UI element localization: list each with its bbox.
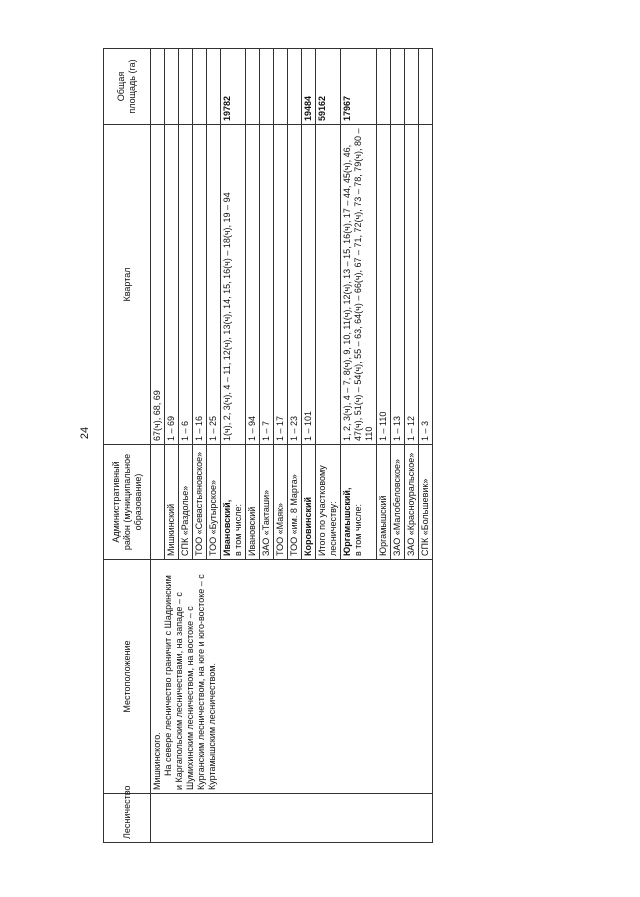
forestry-cell — [151, 794, 433, 843]
district-cell: ЗАО «Красноуральское» — [405, 445, 419, 560]
header-location: Местоположение — [104, 560, 151, 794]
quarter-cell: 1 – 101 — [302, 125, 316, 445]
location-line: Курганским лесничеством, на юге и юго-востоке – с — [196, 574, 206, 790]
quarter-cell: 1 – 7 — [260, 125, 274, 445]
district-sub: в том числе: — [233, 504, 243, 556]
quarter-cell: 1 – 6 — [179, 125, 193, 445]
table-row — [151, 49, 165, 843]
district-name: Юргамышский, — [342, 487, 352, 556]
header-district: Административный район (муниципальное образование) — [104, 445, 151, 560]
location-line: На севере лесничество граничит с Шадринским — [163, 575, 173, 776]
district-cell — [221, 445, 246, 560]
area-cell — [274, 49, 288, 125]
location-line: и Каргапольским лесничествами, на западе – с — [174, 592, 184, 790]
area-cell — [260, 49, 274, 125]
quarter-cell: 67(ч), 68, 69 — [151, 125, 165, 445]
location-line: Куртамышским лесничеством. — [207, 663, 217, 790]
district-cell: Итого по участковому лесничеству: — [316, 445, 341, 560]
rotated-table-container — [103, 49, 608, 843]
district-cell: СПК «Большевик» — [419, 445, 433, 560]
area-cell — [165, 49, 179, 125]
area-cell: 19484 — [302, 49, 316, 125]
quarter-cell: 1 – 69 — [165, 125, 179, 445]
quarter-cell: 1(ч), 2, 3(ч), 4 – 11, 12(ч), 13(ч), 14, 15, 16(ч) – 18(ч), 19 – 94 — [221, 125, 246, 445]
quarter-cell: 1 – 16 — [193, 125, 207, 445]
quarter-cell: 1 – 3 — [419, 125, 433, 445]
area-cell — [207, 49, 221, 125]
location-cell — [151, 560, 433, 794]
district-cell: Юргамышский — [377, 445, 391, 560]
district-name: Ивановский, — [222, 499, 232, 556]
quarter-cell: 1 – 12 — [405, 125, 419, 445]
header-area: Общая площадь (га) — [104, 49, 151, 125]
district-cell: ТОО «Севастьяновское» — [193, 445, 207, 560]
district-sub: в том числе: — [353, 504, 363, 556]
quarter-cell: 1 – 13 — [391, 125, 405, 445]
area-cell — [246, 49, 260, 125]
district-cell: ТОО «им. 8 Марта» — [288, 445, 302, 560]
district-cell: Мишкинский — [165, 445, 179, 560]
header-row — [104, 49, 151, 843]
quarter-cell: 1 – 23 — [288, 125, 302, 445]
location-line: Шумихинским лесничеством, на востоке – с — [185, 606, 195, 790]
area-cell — [179, 49, 193, 125]
district-cell: ТОО «Бутырское» — [207, 445, 221, 560]
area-cell — [419, 49, 433, 125]
quarter-cell: 1 – 17 — [274, 125, 288, 445]
district-cell: СПК «Раздолье» — [179, 445, 193, 560]
area-cell — [377, 49, 391, 125]
quarter-cell: 1 – 94 — [246, 125, 260, 445]
area-cell — [391, 49, 405, 125]
page-number: 24 — [79, 426, 91, 440]
district-cell: ТОО «Маяк» — [274, 445, 288, 560]
district-cell: Коровинский — [302, 445, 316, 560]
quarter-cell: 1 – 110 — [377, 125, 391, 445]
area-cell: 19782 — [221, 49, 246, 125]
quarter-cell — [316, 125, 341, 445]
district-cell — [151, 445, 165, 560]
header-forestry: Лесничество — [104, 794, 151, 843]
district-cell — [341, 445, 377, 560]
location-line: Мишкинского. — [152, 732, 162, 790]
quarter-cell: 1, 2, 3(ч), 4 – 7, 8(ч), 9, 10, 11(ч), 12(ч), 13 – 15, 16(ч), 17 – 44, 45(ч), 46, 47(ч), 51(ч) – 54(ч), 55 – 63, 64(ч) – 66(ч), 67 – 71, 72(ч), 73 – 78, 79(ч), 80 – 110 — [341, 125, 377, 445]
header-quarter: Квартал — [104, 125, 151, 445]
district-cell: ЗАО «Такташи» — [260, 445, 274, 560]
area-cell: 59162 — [316, 49, 341, 125]
quarter-cell: 1 – 25 — [207, 125, 221, 445]
district-cell: Ивановский — [246, 445, 260, 560]
area-cell — [151, 49, 165, 125]
area-cell — [405, 49, 419, 125]
district-cell: ЗАО «Малобеловское» — [391, 445, 405, 560]
area-cell: 17967 — [341, 49, 377, 125]
forestry-table — [103, 48, 433, 843]
area-cell — [288, 49, 302, 125]
area-cell — [193, 49, 207, 125]
